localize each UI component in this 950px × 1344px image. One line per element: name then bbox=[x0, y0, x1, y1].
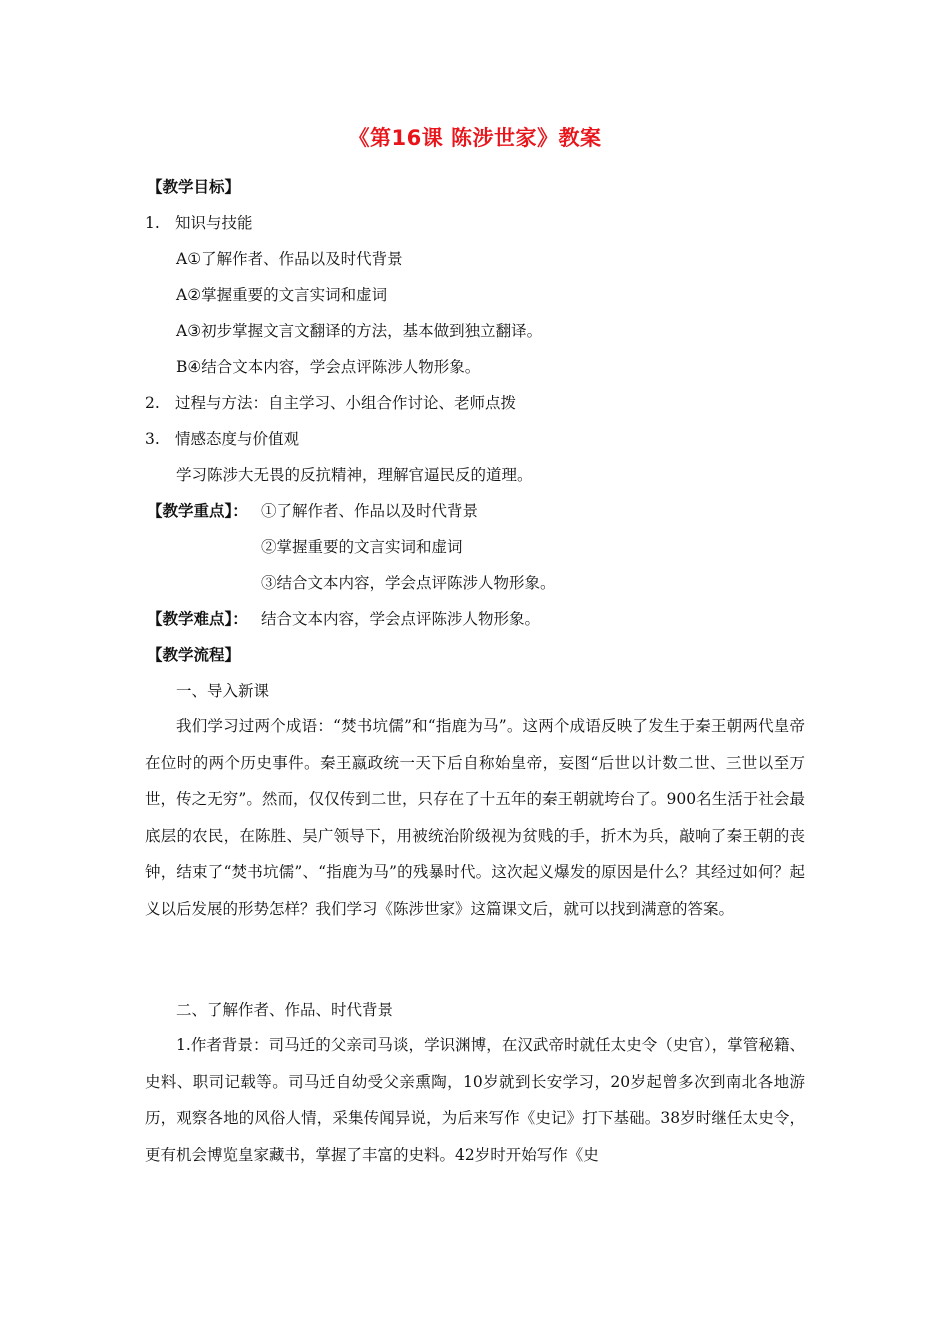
difficulty-heading: 【教学难点】： bbox=[147, 610, 248, 628]
section-1-heading: 一、导入新课 bbox=[176, 682, 270, 700]
key-point-item: ②掌握重要的文言实词和虚词 bbox=[261, 538, 463, 556]
key-point-item: ①了解作者、作品以及时代背景 bbox=[261, 502, 479, 520]
key-point-item: ③结合文本内容，学会点评陈涉人物形象。 bbox=[261, 574, 556, 592]
objective-item-3-number: 3. bbox=[145, 430, 160, 448]
objective-item-1-text: 知识与技能 bbox=[175, 214, 253, 232]
objective-item-1 bbox=[145, 213, 253, 233]
document-title: 《第16课 陈涉世家》教案 bbox=[348, 126, 602, 150]
objective-item-3-text: 情感态度与价值观 bbox=[175, 430, 300, 448]
section-1-paragraph: 我们学习过两个成语：“焚书坑儒”和“指鹿为马”。这两个成语反映了发生于秦王朝两代皇帝在位时的两个历史事件。秦王嬴政统一天下后自称始皇帝，妄图“后世以计数二世、三世以至万世，传之无穷”。然而，仅仅传到二世，只存在了十五年的秦王朝就垮台了。900名生活于社会最底层的农民，在陈胜、吴广领导下，用被统治阶级视为贫贱的手，折木为兵，敲响了秦王朝的丧钟，结束了“焚书坑儒”、“指鹿为马”的残暴时代。这次起义爆发的原因是什么？其经过如何？起义以后发展的形势怎样？我们学习《陈涉世家》这篇课文后，就可以找到满意的答案。 bbox=[145, 717, 805, 918]
objectives-heading: 【教学目标】 bbox=[147, 178, 241, 196]
objective-sub-item: A③初步掌握文言文翻译的方法，基本做到独立翻译。 bbox=[176, 322, 543, 340]
process-heading: 【教学流程】 bbox=[147, 646, 241, 664]
objective-item-3-detail: 学习陈涉大无畏的反抗精神，理解官逼民反的道理。 bbox=[176, 466, 533, 484]
objective-item-2-text: 过程与方法：自主学习、小组合作讨论、老师点拨 bbox=[175, 394, 517, 412]
objective-sub-item: A①了解作者、作品以及时代背景 bbox=[176, 250, 403, 268]
objective-item-2-number: 2. bbox=[145, 394, 160, 412]
objective-sub-item: A②掌握重要的文言实词和虚词 bbox=[176, 286, 388, 304]
objective-sub-item: B④结合文本内容，学会点评陈涉人物形象。 bbox=[176, 358, 481, 376]
difficulty-text: 结合文本内容，学会点评陈涉人物形象。 bbox=[261, 610, 541, 628]
key-points-heading: 【教学重点】： bbox=[147, 502, 248, 520]
section-2-paragraph: 1.作者背景：司马迁的父亲司马谈，学识渊博，在汉武帝时就任太史令（史官），掌管秘籍、史料、职司记载等。司马迁自幼受父亲熏陶，10岁就到长安学习，20岁起曾多次到南北各地游历，观察各地的风俗人情，采集传闻异说，为后来写作《史记》打下基础。38岁时继任太史令，更有机会博览皇家藏书，掌握了丰富的史料。42岁时开始写作《史 bbox=[145, 1036, 805, 1164]
section-2-heading: 二、了解作者、作品、时代背景 bbox=[176, 1001, 394, 1019]
objective-item-1-number: 1. bbox=[145, 214, 160, 232]
objective-item-2 bbox=[145, 393, 516, 413]
objective-item-3 bbox=[145, 429, 299, 449]
